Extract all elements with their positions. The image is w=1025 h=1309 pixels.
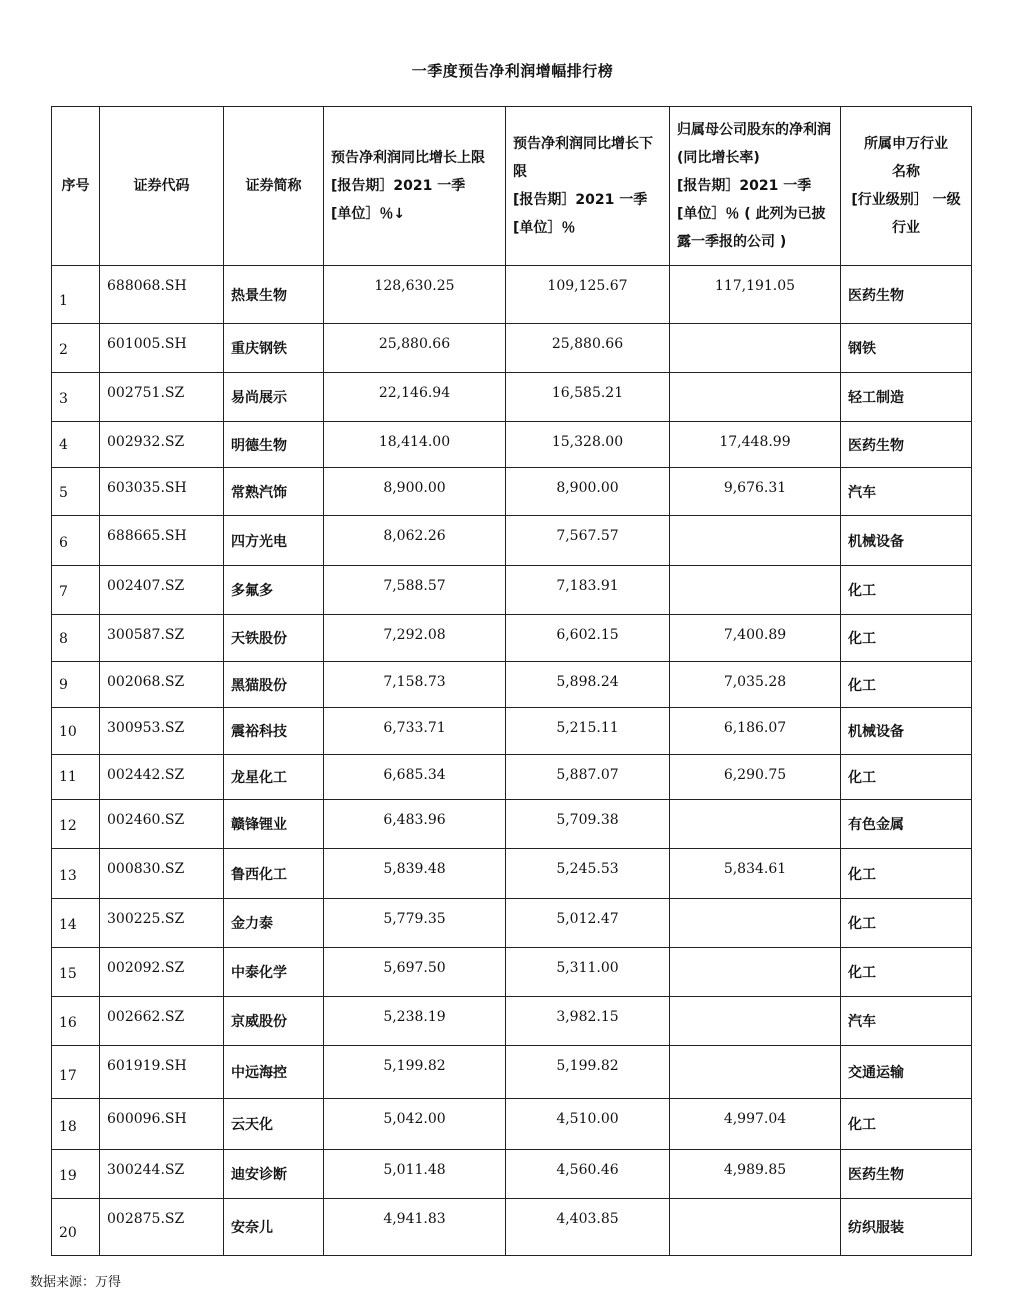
industry-cell: 化工	[841, 615, 972, 662]
name-cell: 常熟汽饰	[224, 468, 324, 516]
industry-cell: 化工	[841, 662, 972, 708]
code-cell: 002442.SZ	[100, 755, 224, 800]
industry-cell: 钢铁	[841, 324, 972, 373]
header-industry	[841, 107, 972, 266]
header-upper-line: [单位］％↓	[331, 206, 406, 222]
code-cell: 688665.SH	[100, 516, 224, 566]
code-cell: 002875.SZ	[100, 1199, 224, 1256]
lower-limit-cell: 3,982.15	[506, 997, 670, 1046]
code-cell: 002751.SZ	[100, 373, 224, 422]
header-code: 证券代码	[100, 107, 224, 266]
parent-profit-cell: 7,035.28	[670, 662, 841, 708]
header-parent-line: [单位］％ ( 此列为已披露一季报的公司 )	[677, 206, 826, 250]
code-cell: 300244.SZ	[100, 1150, 224, 1199]
code-cell: 002662.SZ	[100, 997, 224, 1046]
code-cell: 002068.SZ	[100, 662, 224, 708]
table-row	[52, 1046, 972, 1099]
upper-limit-cell: 6,483.96	[324, 800, 506, 849]
header-parent	[670, 107, 841, 266]
code-cell: 300225.SZ	[100, 899, 224, 948]
table-row	[52, 948, 972, 997]
parent-profit-cell: 4,997.04	[670, 1099, 841, 1150]
seq-cell: 2	[52, 324, 100, 373]
name-cell: 迪安诊断	[224, 1150, 324, 1199]
industry-cell: 纺织服装	[841, 1199, 972, 1256]
parent-profit-cell	[670, 373, 841, 422]
parent-profit-cell	[670, 948, 841, 997]
parent-profit-cell	[670, 997, 841, 1046]
name-cell: 京威股份	[224, 997, 324, 1046]
code-cell: 300953.SZ	[100, 708, 224, 755]
table-row	[52, 615, 972, 662]
code-cell: 300587.SZ	[100, 615, 224, 662]
data-source-note: 数据来源：万得	[30, 1275, 122, 1290]
name-cell: 四方光电	[224, 516, 324, 566]
header-upper-line: 预告净利润同比增长上限	[331, 150, 485, 166]
page-title: 一季度预告净利润增幅排行榜	[411, 62, 614, 80]
ranking-table	[51, 106, 972, 1256]
industry-cell: 汽车	[841, 997, 972, 1046]
seq-cell: 8	[52, 615, 100, 662]
header-lower-line: [单位］％	[513, 220, 576, 236]
header-name: 证券简称	[224, 107, 324, 266]
name-cell: 龙星化工	[224, 755, 324, 800]
industry-cell: 医药生物	[841, 1150, 972, 1199]
parent-profit-cell: 5,834.61	[670, 849, 841, 899]
seq-cell: 1	[52, 266, 100, 324]
code-cell: 688068.SH	[100, 266, 224, 324]
table-row	[52, 373, 972, 422]
seq-cell: 7	[52, 566, 100, 615]
table-row	[52, 755, 972, 800]
industry-cell: 机械设备	[841, 516, 972, 566]
upper-limit-cell: 22,146.94	[324, 373, 506, 422]
header-lower-line: [报告期］2021 一季	[513, 192, 648, 208]
industry-cell: 化工	[841, 899, 972, 948]
parent-profit-cell	[670, 324, 841, 373]
upper-limit-cell: 5,042.00	[324, 1099, 506, 1150]
code-cell: 002460.SZ	[100, 800, 224, 849]
industry-cell: 化工	[841, 948, 972, 997]
table-row	[52, 1099, 972, 1150]
upper-limit-cell: 128,630.25	[324, 266, 506, 324]
header-lower	[506, 107, 670, 266]
industry-cell: 化工	[841, 849, 972, 899]
upper-limit-cell: 18,414.00	[324, 422, 506, 468]
seq-cell: 4	[52, 422, 100, 468]
seq-cell: 3	[52, 373, 100, 422]
header-upper	[324, 107, 506, 266]
lower-limit-cell: 5,199.82	[506, 1046, 670, 1099]
parent-profit-cell	[670, 516, 841, 566]
name-cell: 重庆钢铁	[224, 324, 324, 373]
name-cell: 中泰化学	[224, 948, 324, 997]
name-cell: 黑猫股份	[224, 662, 324, 708]
industry-cell: 轻工制造	[841, 373, 972, 422]
lower-limit-cell: 8,900.00	[506, 468, 670, 516]
upper-limit-cell: 5,199.82	[324, 1046, 506, 1099]
upper-limit-cell: 5,238.19	[324, 997, 506, 1046]
table-row	[52, 1150, 972, 1199]
lower-limit-cell: 25,880.66	[506, 324, 670, 373]
lower-limit-cell: 109,125.67	[506, 266, 670, 324]
table-row	[52, 708, 972, 755]
header-industry-line: 名称	[892, 164, 920, 180]
name-cell: 赣锋锂业	[224, 800, 324, 849]
seq-cell: 17	[52, 1046, 100, 1099]
lower-limit-cell: 5,012.47	[506, 899, 670, 948]
parent-profit-cell	[670, 800, 841, 849]
industry-cell: 有色金属	[841, 800, 972, 849]
name-cell: 金力泰	[224, 899, 324, 948]
seq-cell: 9	[52, 662, 100, 708]
name-cell: 天铁股份	[224, 615, 324, 662]
lower-limit-cell: 5,887.07	[506, 755, 670, 800]
table-row	[52, 516, 972, 566]
table-row	[52, 899, 972, 948]
upper-limit-cell: 7,588.57	[324, 566, 506, 615]
table-row	[52, 468, 972, 516]
lower-limit-cell: 4,403.85	[506, 1199, 670, 1256]
code-cell: 002932.SZ	[100, 422, 224, 468]
parent-profit-cell	[670, 1199, 841, 1256]
upper-limit-cell: 4,941.83	[324, 1199, 506, 1256]
header-upper-line: [报告期］2021 一季	[331, 178, 466, 194]
code-cell: 002092.SZ	[100, 948, 224, 997]
upper-limit-cell: 5,697.50	[324, 948, 506, 997]
seq-cell: 5	[52, 468, 100, 516]
lower-limit-cell: 6,602.15	[506, 615, 670, 662]
lower-limit-cell: 5,898.24	[506, 662, 670, 708]
lower-limit-cell: 5,215.11	[506, 708, 670, 755]
upper-limit-cell: 5,779.35	[324, 899, 506, 948]
header-parent-line: 归属母公司股东的净利润(同比增长率)	[677, 122, 831, 166]
seq-cell: 15	[52, 948, 100, 997]
name-cell: 多氟多	[224, 566, 324, 615]
lower-limit-cell: 5,245.53	[506, 849, 670, 899]
parent-profit-cell	[670, 899, 841, 948]
upper-limit-cell: 25,880.66	[324, 324, 506, 373]
industry-cell: 汽车	[841, 468, 972, 516]
industry-cell: 交通运输	[841, 1046, 972, 1099]
code-cell: 002407.SZ	[100, 566, 224, 615]
parent-profit-cell: 6,186.07	[670, 708, 841, 755]
upper-limit-cell: 8,062.26	[324, 516, 506, 566]
lower-limit-cell: 15,328.00	[506, 422, 670, 468]
header-seq: 序号	[52, 107, 100, 266]
header-industry-line: 所属申万行业	[864, 136, 948, 152]
table-row	[52, 422, 972, 468]
code-cell: 603035.SH	[100, 468, 224, 516]
parent-profit-cell	[670, 1046, 841, 1099]
industry-cell: 化工	[841, 566, 972, 615]
parent-profit-cell: 117,191.05	[670, 266, 841, 324]
lower-limit-cell: 5,311.00	[506, 948, 670, 997]
industry-cell: 机械设备	[841, 708, 972, 755]
seq-cell: 18	[52, 1099, 100, 1150]
name-cell: 安奈儿	[224, 1199, 324, 1256]
name-cell: 明德生物	[224, 422, 324, 468]
seq-cell: 13	[52, 849, 100, 899]
name-cell: 鲁西化工	[224, 849, 324, 899]
lower-limit-cell: 4,560.46	[506, 1150, 670, 1199]
upper-limit-cell: 7,158.73	[324, 662, 506, 708]
upper-limit-cell: 5,839.48	[324, 849, 506, 899]
upper-limit-cell: 8,900.00	[324, 468, 506, 516]
name-cell: 热景生物	[224, 266, 324, 324]
upper-limit-cell: 5,011.48	[324, 1150, 506, 1199]
table-row	[52, 997, 972, 1046]
parent-profit-cell	[670, 566, 841, 615]
table-row	[52, 849, 972, 899]
seq-cell: 10	[52, 708, 100, 755]
parent-profit-cell: 4,989.85	[670, 1150, 841, 1199]
parent-profit-cell: 17,448.99	[670, 422, 841, 468]
header-row	[52, 107, 972, 266]
seq-cell: 14	[52, 899, 100, 948]
code-cell: 601005.SH	[100, 324, 224, 373]
table-body	[52, 266, 972, 1256]
lower-limit-cell: 16,585.21	[506, 373, 670, 422]
seq-cell: 20	[52, 1199, 100, 1256]
table-row	[52, 1199, 972, 1256]
industry-cell: 医药生物	[841, 266, 972, 324]
header-industry-line: [行业级别］ 一级行业	[851, 192, 961, 236]
lower-limit-cell: 7,567.57	[506, 516, 670, 566]
upper-limit-cell: 7,292.08	[324, 615, 506, 662]
upper-limit-cell: 6,733.71	[324, 708, 506, 755]
name-cell: 易尚展示	[224, 373, 324, 422]
parent-profit-cell: 9,676.31	[670, 468, 841, 516]
table-row	[52, 800, 972, 849]
seq-cell: 11	[52, 755, 100, 800]
header-lower-line: 预告净利润同比增长下限	[513, 136, 653, 180]
parent-profit-cell: 7,400.89	[670, 615, 841, 662]
seq-cell: 12	[52, 800, 100, 849]
seq-cell: 19	[52, 1150, 100, 1199]
table-row	[52, 266, 972, 324]
lower-limit-cell: 4,510.00	[506, 1099, 670, 1150]
name-cell: 中远海控	[224, 1046, 324, 1099]
seq-cell: 16	[52, 997, 100, 1046]
code-cell: 600096.SH	[100, 1099, 224, 1150]
industry-cell: 医药生物	[841, 422, 972, 468]
industry-cell: 化工	[841, 1099, 972, 1150]
lower-limit-cell: 5,709.38	[506, 800, 670, 849]
table-row	[52, 324, 972, 373]
upper-limit-cell: 6,685.34	[324, 755, 506, 800]
header-parent-line: [报告期］2021 一季	[677, 178, 812, 194]
parent-profit-cell: 6,290.75	[670, 755, 841, 800]
industry-cell: 化工	[841, 755, 972, 800]
seq-cell: 6	[52, 516, 100, 566]
name-cell: 震裕科技	[224, 708, 324, 755]
lower-limit-cell: 7,183.91	[506, 566, 670, 615]
code-cell: 000830.SZ	[100, 849, 224, 899]
name-cell: 云天化	[224, 1099, 324, 1150]
table-row	[52, 662, 972, 708]
table-row	[52, 566, 972, 615]
code-cell: 601919.SH	[100, 1046, 224, 1099]
